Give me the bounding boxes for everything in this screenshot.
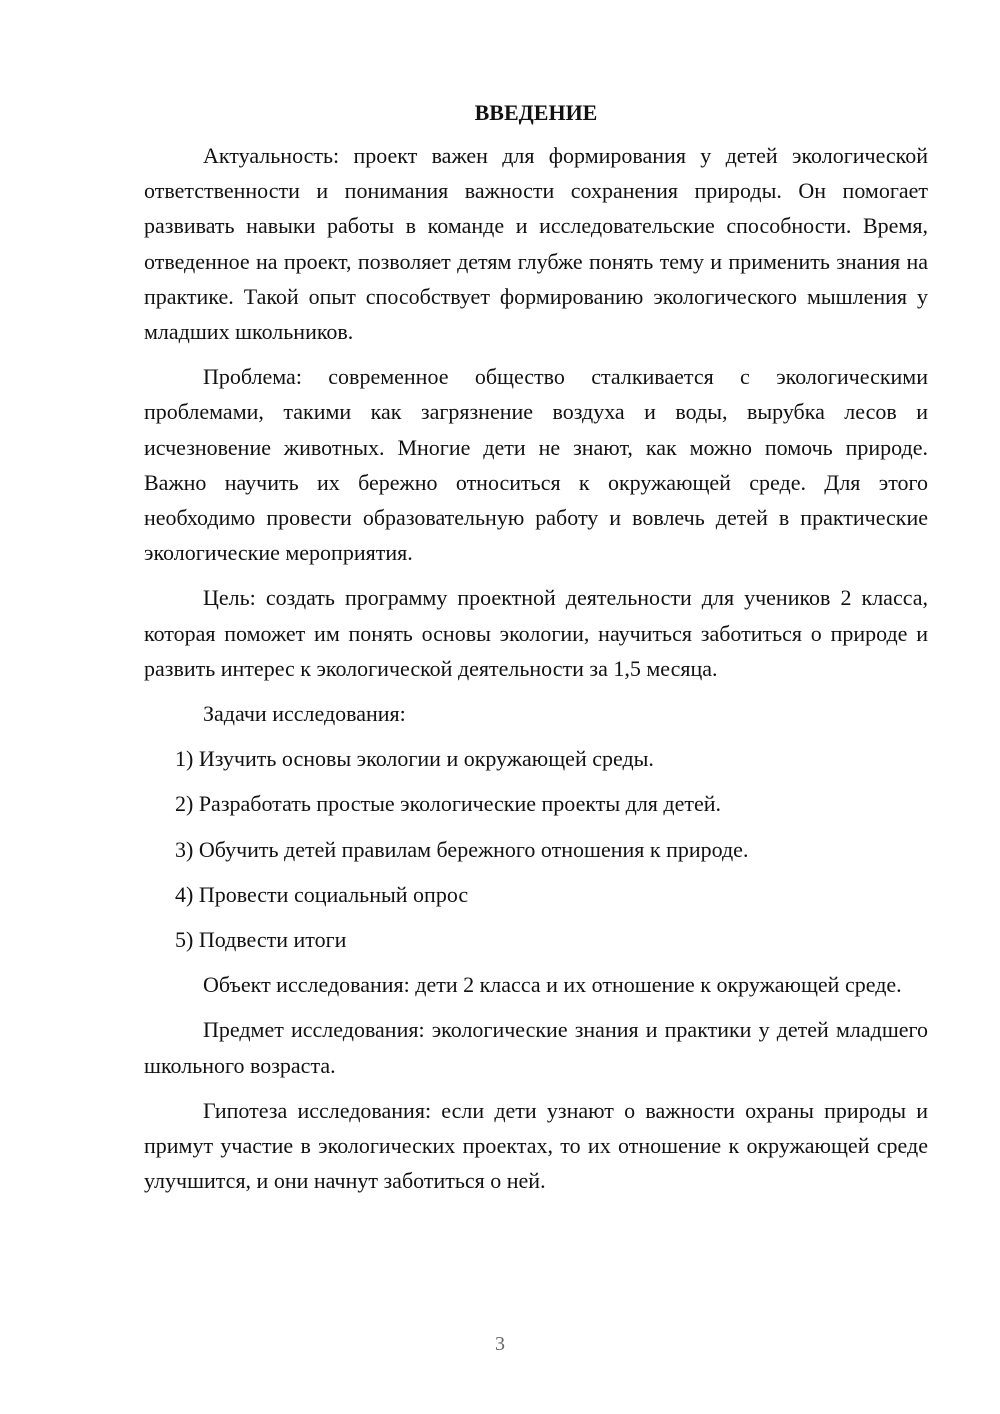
paragraph-hypothesis: Гипотеза исследования: если дети узнают о важности охраны природы и примут участие в экологических проектах, то их отношение к окружающей среде улучшится, и они начнут заботиться о ней. (144, 1097, 928, 1194)
paragraph-subject: Предмет исследования: экологические знания и практики у детей младшего школьного возраста. (144, 1017, 928, 1078)
list-item: 2) Разработать простые экологические проекты для детей. (175, 791, 722, 817)
list-item: 4) Провести социальный опрос (175, 881, 469, 907)
paragraph-goal: Цель: создать программу проектной деятельности для учеников 2 класса, которая поможет им понять основы экологии, научиться заботиться о природе и развить интерес к экологической деятельности за 1,5 месяца. (144, 585, 928, 681)
page-title: ВВЕДЕНИЕ (474, 100, 598, 125)
tasks-heading: Задачи исследования: (203, 701, 406, 727)
tasks-list (144, 741, 928, 957)
page-content (144, 98, 928, 1208)
list-item: 5) Подвести итоги (175, 927, 347, 953)
page-number: 3 (495, 1333, 505, 1355)
list-item: 1) Изучить основы экологии и окружающей среды. (175, 746, 654, 772)
paragraph-problem: Проблема: современное общество сталкивается с экологическими проблемами, такими как загрязнение воздуха и воды, вырубка лесов и исчезновение животных. Многие дети не знают, как можно помочь природе. Важно научить их бережно относиться к окружающей среде. Для этого необходимо провести образовательную работу и вовлечь детей в практические экологические мероприятия. (144, 364, 928, 566)
paragraph-object: Объект исследования: дети 2 класса и их отношение к окружающей среде. (203, 972, 902, 998)
paragraph-relevance: Актуальность: проект важен для формирования у детей экологической ответственности и понимания важности сохранения природы. Он помогает развивать навыки работы в команде и исследовательские способности. Время, отведенное на проект, позволяет детям глубже понять тему и применить знания на практике. Такой опыт способствует формированию экологического мышления у младших школьников. (144, 143, 928, 345)
list-item: 3) Обучить детей правилам бережного отношения к природе. (175, 836, 749, 862)
